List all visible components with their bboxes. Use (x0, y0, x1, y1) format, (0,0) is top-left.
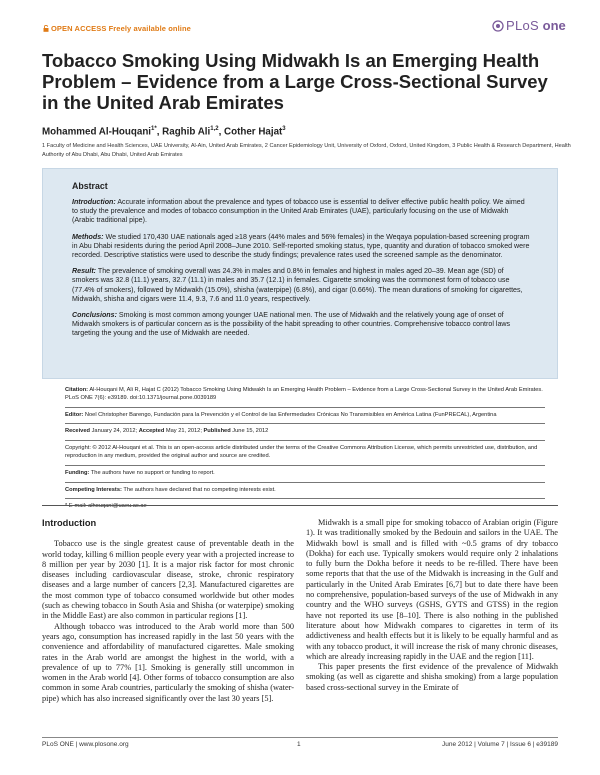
footer-journal: PLoS ONE | www.plosone.org (42, 741, 129, 748)
abstract-section-text: Accurate information about the prevalence and types of tobacco use is essential to deliver effective public health policy. We aimed to study the prevalence and modes of tobacco consumption in the United Arab Emirates (UAE), particularly focusing on the use of Midwakh (Arabic traditional pipe). (72, 198, 525, 225)
journal-logo (492, 18, 566, 33)
article-metadata (65, 387, 545, 515)
footer-rule (42, 737, 558, 738)
citation (65, 387, 545, 403)
journal-name-plos: PLoS (506, 18, 540, 33)
editor (65, 412, 545, 420)
meta-text: Al-Houqani M, Ali R, Hajat C (2012) Tobacco Smoking Using Midwakh Is an Emerging Health Problem – Evidence from a Large Cross-Sectional Survey in the United Arab Emirates. PLoS ONE 7(6): e39189. doi:10.1371/journal.pone.0039189 (65, 387, 543, 401)
meta-divider (65, 465, 545, 466)
author-name: Mohammed Al-Houqani (42, 126, 152, 138)
meta-label: Editor: (65, 411, 84, 418)
body-column-left (42, 518, 294, 704)
abstract-section-label: Introduction: (72, 198, 116, 206)
abstract-conclusions (72, 311, 532, 339)
body-paragraph: This paper presents the first evidence of the prevalence of Midwakh smoking (as well as cigarette and shisha smoking) from a large population based cross-sectional survey in the Emirate of (306, 662, 558, 692)
meta-divider (65, 423, 545, 424)
abstract-section-label: Result: (72, 267, 97, 276)
competing-interests (65, 487, 545, 495)
affiliations: 1 Faculty of Medicine and Health Sciences, UAE University, Al-Ain, United Arab Emirates, 2 Cancer Epidemiology Unit, University of Oxford, Oxford, United Kingdom, 3 Public Health & Research Department, Health Authority of Abu Dhabi, Abu Dhabi, United Arab Emirates (42, 143, 571, 158)
paper-title: Tobacco Smoking Using Midwakh Is an Emerging Health Problem – Evidence from a Large Cross-Sectional Survey in the United Arab Emirates (42, 50, 548, 113)
author-name: Cother Hajat (224, 126, 283, 138)
plos-logo-icon (492, 20, 504, 32)
abstract-section-label: Methods: (72, 232, 104, 241)
author-affil-mark: 1,2 (210, 126, 219, 132)
copyright: Copyright: © 2012 Al-Houqani et al. This is an open-access article distributed under the terms of the Creative Commons Attribution License, which permits unrestricted use, distribution, and reproduction in any medium, provided the original author and source are credited. (65, 445, 538, 459)
abstract-heading: Abstract (72, 181, 108, 191)
meta-text: January 24, 2012; (89, 428, 139, 435)
author-list: Mohammed Al-Houqani$^{1*}$, Raghib Ali$^{1,2}$, Cother Hajat$^3$ (42, 126, 286, 138)
author-affil-mark: 3 (282, 126, 286, 132)
abstract-methods (72, 233, 532, 261)
meta-label: Published (203, 428, 231, 435)
abstract-result (72, 267, 532, 304)
meta-text: May 21, 2012; (164, 428, 204, 435)
author-affil-mark: 1* (151, 126, 157, 132)
meta-label: Citation: (65, 387, 89, 393)
dates (65, 428, 545, 436)
meta-label: Competing Interests: (65, 486, 122, 493)
body-paragraph: Midwakh is a small pipe for smoking tobacco of Arabian origin (Figure 1). It was traditionally smoked by the Bedouin and sailors in the UAE. The Midwakh bowl is small and is filled with ~0.5 grams of dry tobacco (Dokha) for each use. Typically smokers would require only 2 inhalations to fully burn the Dokha before it needs to be re-filled. There have been some reports that that the use of the Midwakh is increasing in the Gulf and particularly in the United Arab Emirates [6,7] but to date there have been no comprehensive, population-based surveys of the use of Midwakh in any country and the WHO surveys (GSHS, GYTS and GTSS) in the region have not reported its use [8–10]. There is also nothing in the published literature about how Midwakh compares to cigarettes in term of its addictiveness and health effects but it is likely to be equally harmful and as with any tobacco product, it will increase the risk of many chronic diseases, which are already increasing rapidly in the UAE and the region [11]. (306, 518, 558, 661)
abstract-box (42, 168, 558, 379)
meta-label: Received (65, 428, 90, 435)
meta-divider (65, 440, 545, 441)
abstract-introduction (72, 198, 532, 226)
meta-text: The authors have no support or funding to report. (89, 469, 215, 476)
introduction-heading: Introduction (42, 518, 97, 528)
open-access-lock-icon (43, 25, 49, 32)
footer-issue: June 2012 | Volume 7 | Issue 6 | e39189 (441, 741, 558, 748)
journal-name-one: one (542, 18, 566, 33)
meta-text: Noel Christopher Barengo, Fundación para la Prevención y el Control de las Enfermedades Crónicas No Transmisibles en América Latina (FunPRECAL), Argentina (83, 411, 497, 418)
funding (65, 470, 545, 478)
meta-divider (65, 498, 545, 499)
abstract-section-text: The prevalence of smoking overall was 24.3% in males and 0.8% in females and highest in males aged 20–39. Mean age (SD) of smokers was 32.8 (11.1) years, 32.7 (11.1) in males and 35.7 (12.1) in females. Cigarette smoking was the commonest form of tobacco use (77.4% of smokers), followed by Midwakh (15.0%), shisha (waterpipe) (6.8%), and cigar (0.66%). The mean durations of smoking for cigarettes, Midwakh, shisha and cigars were 11.4, 9.3, 7.6 and 11.0 years, respectively. (72, 267, 523, 303)
body-column-right (306, 518, 558, 693)
body-paragraph: Tobacco use is the single greatest cause of preventable death in the world today, killing 6 million people every year with a projected increase to 8 million per year by 2030 [1]. It is a major risk factor for most chronic diseases including cardiovascular disease, stroke, chronic respiratory diseases and a large number of cancers [2,3]. Manufactured cigarettes are the most common type of tobacco consumed worldwide but other modes (such as chewing tobacco in South Asia and Shisha (or waterpipe) smoking in the Middle East) are also common in particular regions [1]. (42, 539, 294, 621)
meta-label: Funding: (65, 469, 90, 476)
open-access-banner (43, 24, 191, 33)
meta-divider (65, 482, 545, 483)
abstract-section-text: We studied 170,430 UAE nationals aged ≥18 years (44% males and 56% females) in the Weqaya population-based screening program in Abu Dhabi residents during the period April 2008–June 2010. Self-reported smoking status, type, quantity and duration of tobacco smoked were recorded. Descriptive statistics were used to describe the study findings; prevalence rates used the screened sample as the denominator. (72, 232, 530, 260)
meta-text: The authors have declared that no competing interests exist. (121, 486, 276, 493)
author-name: Raghib Ali (162, 126, 211, 138)
abstract-section-text: Smoking is most common among younger UAE national men. The use of Midwakh and the relatively young age of onset of Midwakh smokers is of particular concern as is the possibility of the habit spreading to other countries. Comprehensive tobacco control laws targeting the young and the use of Midwakh are needed. (72, 311, 511, 338)
meta-divider (65, 407, 545, 408)
meta-text: June 15, 2012 (230, 428, 269, 435)
corresponding-email: * E-mail: alhouqani@uaeu.ac.ae (65, 503, 147, 510)
section-divider (42, 505, 558, 506)
meta-label: Accepted (138, 428, 165, 435)
footer-page-number: 1 (297, 741, 301, 748)
abstract-section-label: Conclusions: (72, 311, 117, 320)
open-access-text: OPEN ACCESS Freely available online (51, 24, 191, 33)
body-paragraph: Although tobacco was introduced to the Arab world more than 500 years ago, consumption has increased rapidly in the last 50 years with the convenience and affordability of manufactured cigarettes. Male smoking rates in the Arab world are amongst the highest in the world, with a prevalence of up to 77% [1]. Smoking is generally still uncommon in women in the Arab world [4]. Other forms of tobacco consumption are also common in some Arab countries, particularly the smoking of shisha (water-pipe) which has also increased significantly over the last 30 years [5]. (42, 621, 294, 703)
